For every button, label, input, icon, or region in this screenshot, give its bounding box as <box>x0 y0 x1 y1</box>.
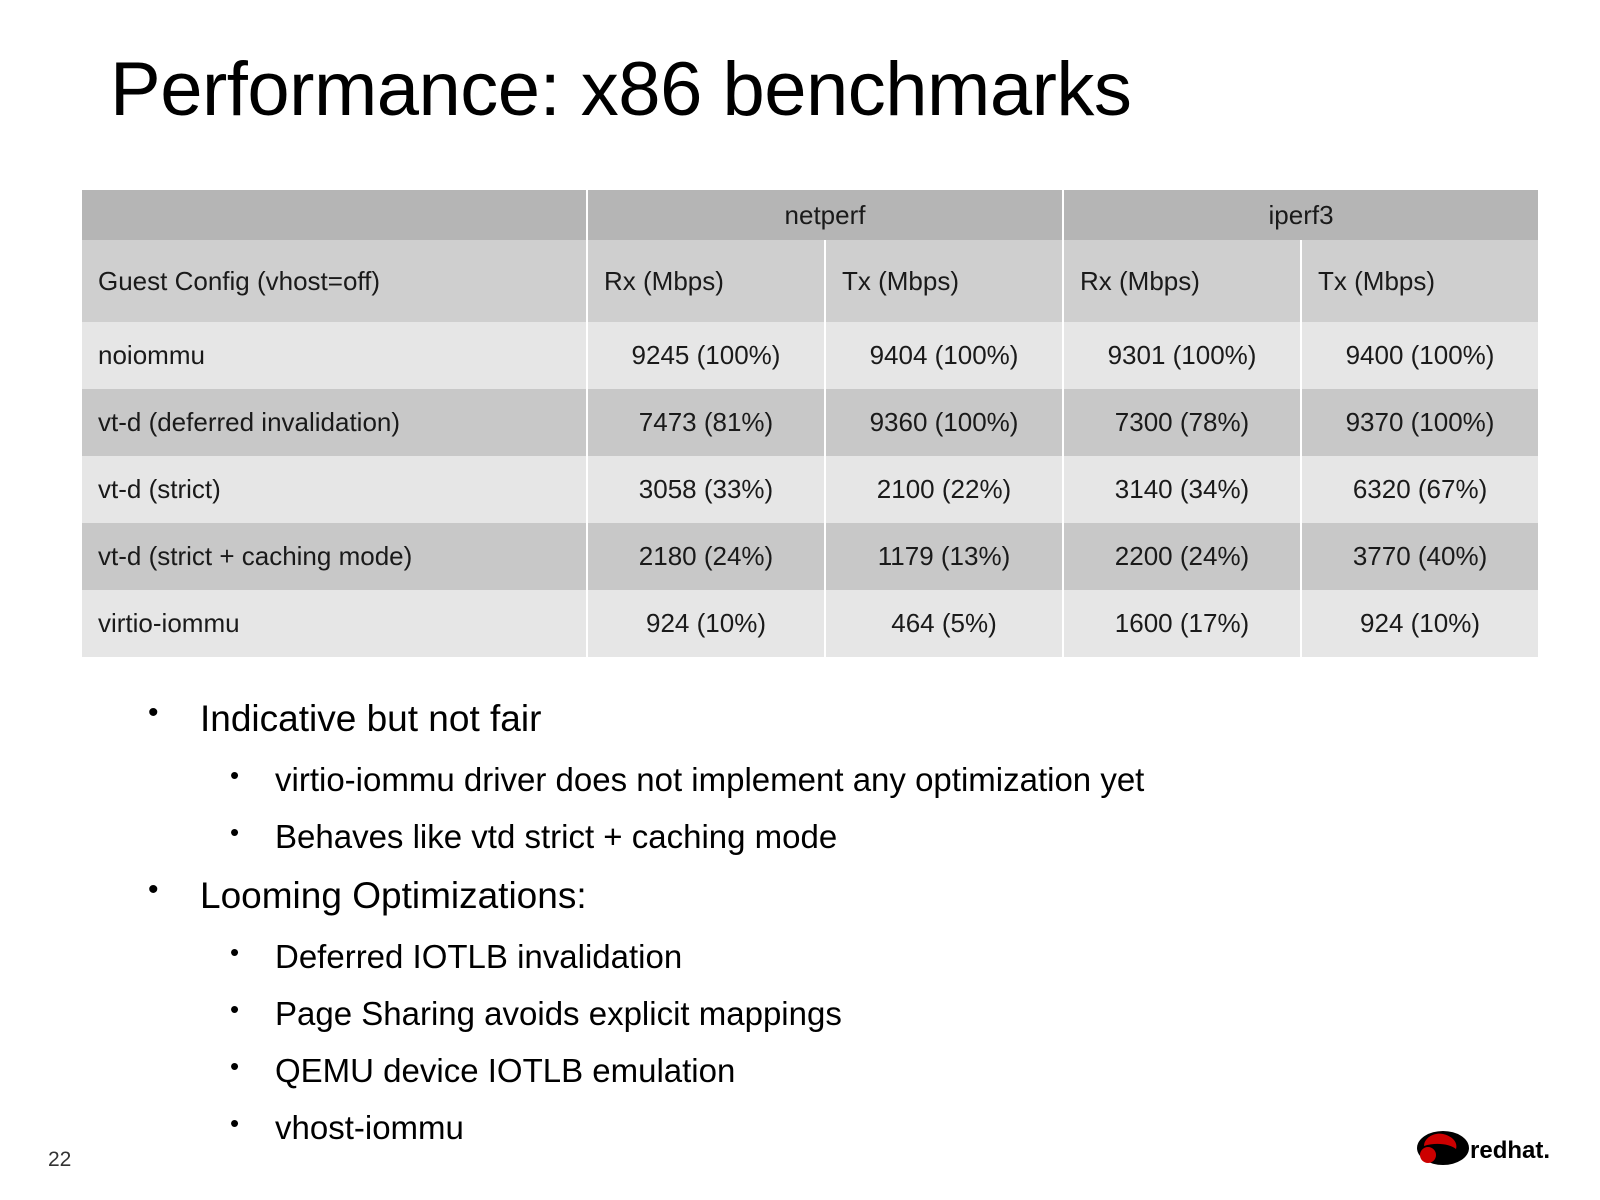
cell-iperf3-rx: 3140 (34%) <box>1063 456 1301 523</box>
cell-iperf3-tx: 6320 (67%) <box>1301 456 1539 523</box>
cell-netperf-tx: 9360 (100%) <box>825 389 1063 456</box>
cell-netperf-rx: 2180 (24%) <box>587 523 825 590</box>
cell-netperf-tx: 464 (5%) <box>825 590 1063 657</box>
cell-netperf-tx: 9404 (100%) <box>825 322 1063 389</box>
cell-netperf-tx: 1179 (13%) <box>825 523 1063 590</box>
table-row <box>82 322 1539 389</box>
cell-netperf-rx: 7473 (81%) <box>587 389 825 456</box>
cell-config: virtio-iommu <box>82 590 587 657</box>
group-header-netperf: netperf <box>587 190 1063 240</box>
cell-iperf3-tx: 3770 (40%) <box>1301 523 1539 590</box>
bullet-level2: • Page Sharing avoids explicit mappings <box>140 997 1520 1030</box>
page-number: 22 <box>48 1148 72 1171</box>
cell-iperf3-tx: 924 (10%) <box>1301 590 1539 657</box>
table-row <box>82 389 1539 456</box>
cell-config: vt-d (deferred invalidation) <box>82 389 587 456</box>
group-header-blank <box>82 190 587 240</box>
bullet-level2: • vhost-iommu <box>140 1111 1520 1144</box>
cell-config: vt-d (strict) <box>82 456 587 523</box>
column-header-iperf3-tx: Tx (Mbps) <box>1301 240 1539 322</box>
cell-netperf-rx: 924 (10%) <box>587 590 825 657</box>
table-row <box>82 523 1539 590</box>
redhat-logo-icon <box>1410 1122 1560 1178</box>
redhat-logo <box>1410 1122 1560 1178</box>
cell-config: noiommu <box>82 322 587 389</box>
column-header-netperf-tx: Tx (Mbps) <box>825 240 1063 322</box>
table-row <box>82 456 1539 523</box>
bullet-level2: • Behaves like vtd strict + caching mode <box>140 820 1520 853</box>
cell-iperf3-tx: 9370 (100%) <box>1301 389 1539 456</box>
cell-iperf3-rx: 7300 (78%) <box>1063 389 1301 456</box>
table-header <box>82 190 1539 322</box>
bullet-level2: • Deferred IOTLB invalidation <box>140 940 1520 973</box>
bullet-level2: • QEMU device IOTLB emulation <box>140 1054 1520 1087</box>
bullet-level2: • virtio-iommu driver does not implement any optimization yet <box>140 763 1520 796</box>
cell-iperf3-tx: 9400 (100%) <box>1301 322 1539 389</box>
table-row <box>82 590 1539 657</box>
column-header-netperf-rx: Rx (Mbps) <box>587 240 825 322</box>
table-column-header-row <box>82 240 1539 322</box>
cell-iperf3-rx: 9301 (100%) <box>1063 322 1301 389</box>
cell-netperf-tx: 2100 (22%) <box>825 456 1063 523</box>
page-title: Performance: x86 benchmarks <box>110 47 1132 132</box>
table-body <box>82 322 1539 657</box>
svg-text:redhat.: redhat. <box>1470 1137 1551 1164</box>
benchmark-table <box>82 190 1540 657</box>
bullet-list <box>140 700 1520 1168</box>
group-header-iperf3: iperf3 <box>1063 190 1539 240</box>
table-group-header-row <box>82 190 1539 240</box>
cell-netperf-rx: 3058 (33%) <box>587 456 825 523</box>
cell-iperf3-rx: 2200 (24%) <box>1063 523 1301 590</box>
bullet-level1: • Indicative but not fair <box>140 700 1520 737</box>
column-header-iperf3-rx: Rx (Mbps) <box>1063 240 1301 322</box>
column-header-guest-config: Guest Config (vhost=off) <box>82 240 587 322</box>
cell-config: vt-d (strict + caching mode) <box>82 523 587 590</box>
cell-netperf-rx: 9245 (100%) <box>587 322 825 389</box>
cell-iperf3-rx: 1600 (17%) <box>1063 590 1301 657</box>
bullet-level1: • Looming Optimizations: <box>140 877 1520 914</box>
